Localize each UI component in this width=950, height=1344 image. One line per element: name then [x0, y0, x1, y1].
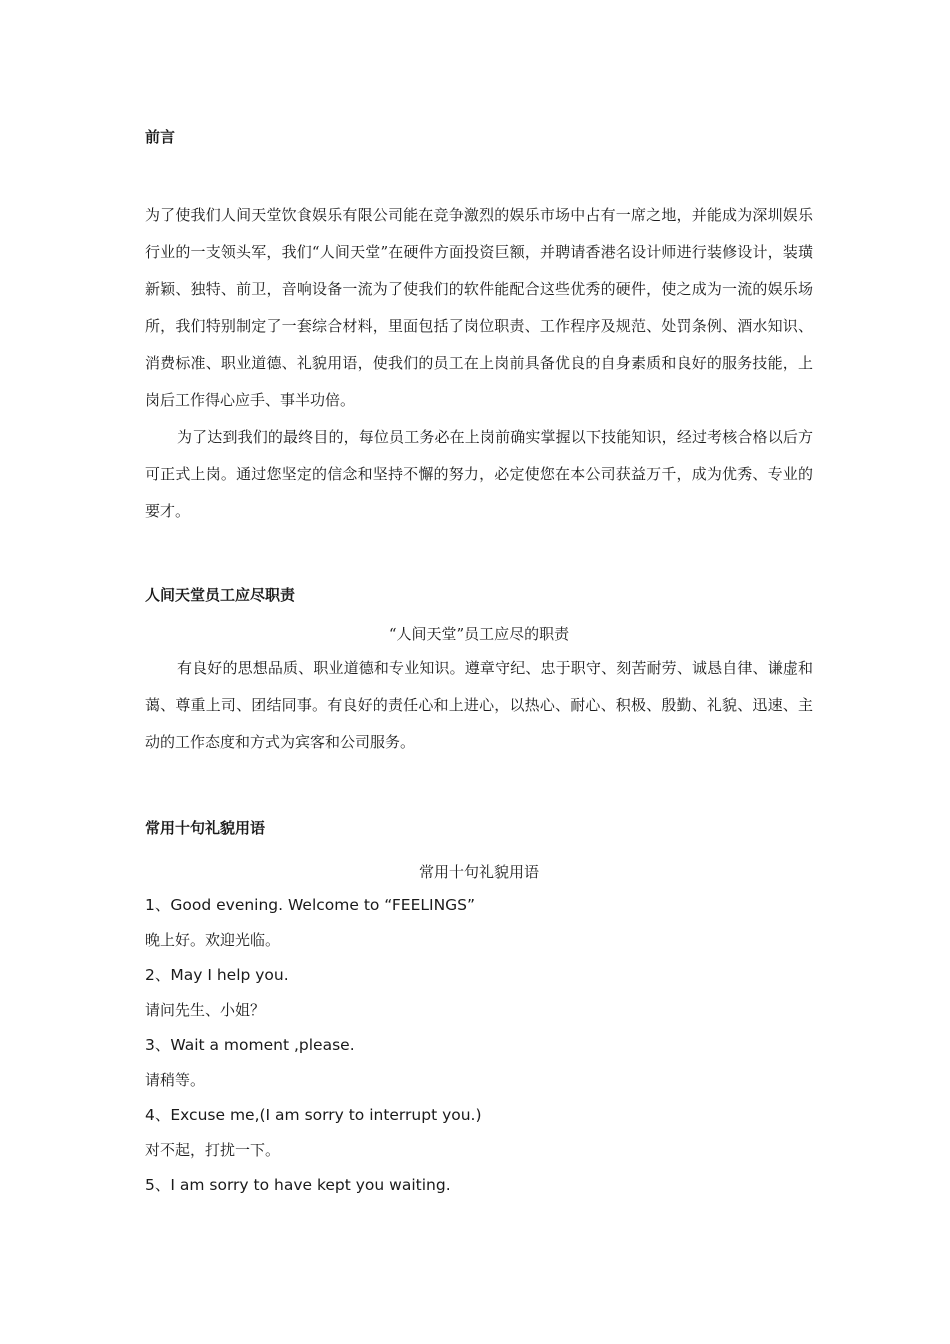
- phrases-heading: 常用十句礼貌用语: [145, 819, 266, 837]
- preface-paragraph-2: 为了达到我们的最终目的，每位员工务必在上岗前确实掌握以下技能知识，经过考核合格以后方可正式上岗。通过您坚定的信念和坚持不懈的努力，必定使您在本公司获益万千，成为优秀、专业的要才。: [145, 428, 813, 520]
- phrase-item-1-chinese: 晚上好。欢迎光临。: [145, 931, 281, 949]
- duties-paragraph: 有良好的思想品质、职业道德和专业知识。遵章守纪、忠于职守、刻苦耐劳、诚恳自律、谦虚和蔼、尊重上司、团结同事。有良好的责任心和上进心，以热心、耐心、积极、殷勤、礼貌、迅速、主动的工作态度和方式为宾客和公司服务。: [145, 659, 813, 751]
- preface-section: [145, 122, 813, 530]
- document-body: [145, 122, 813, 1203]
- phrase-item-1-english: 1、Good evening. Welcome to “FEELINGS”: [145, 896, 476, 914]
- phrase-item-2-chinese: 请问先生、小姐？: [145, 1001, 266, 1019]
- phrase-item-4-chinese: 对不起，打扰一下。: [145, 1141, 281, 1159]
- phrases-section: [145, 813, 813, 1203]
- phrase-item-3-chinese: 请稍等。: [145, 1071, 206, 1089]
- phrase-item-4-english: 4、Excuse me,(I am sorry to interrupt you.): [145, 1106, 482, 1124]
- duties-subtitle: “人间天堂”员工应尽的职责: [388, 625, 570, 643]
- phrase-item-5-english: 5、I am sorry to have kept you waiting.: [145, 1176, 451, 1194]
- phrases-subtitle: 常用十句礼貌用语: [418, 863, 539, 881]
- phrase-item-2-english: 2、May I help you.: [145, 966, 289, 984]
- preface-paragraph-1: 为了使我们人间天堂饮食娱乐有限公司能在竞争激烈的娱乐市场中占有一席之地，并能成为深圳娱乐行业的一支领头军，我们“人间天堂”在硬件方面投资巨额，并聘请香港名设计师进行装修设计，装璜新颖、独特、前卫，音响设备一流为了使我们的软件能配合这些优秀的硬件，使之成为一流的娱乐场所，我们特别制定了一套综合材料，里面包括了岗位职责、工作程序及规范、处罚条例、酒水知识、消费标准、职业道德、礼貌用语，使我们的员工在上岗前具备优良的自身素质和良好的服务技能，上岗后工作得心应手、事半功倍。: [145, 206, 813, 409]
- preface-heading: 前言: [145, 128, 176, 146]
- duties-heading: 人间天堂员工应尽职责: [145, 586, 296, 604]
- duties-section: [145, 580, 813, 761]
- phrase-item-3-english: 3、Wait a moment ,please.: [145, 1036, 355, 1054]
- phrase-list: [145, 888, 813, 1203]
